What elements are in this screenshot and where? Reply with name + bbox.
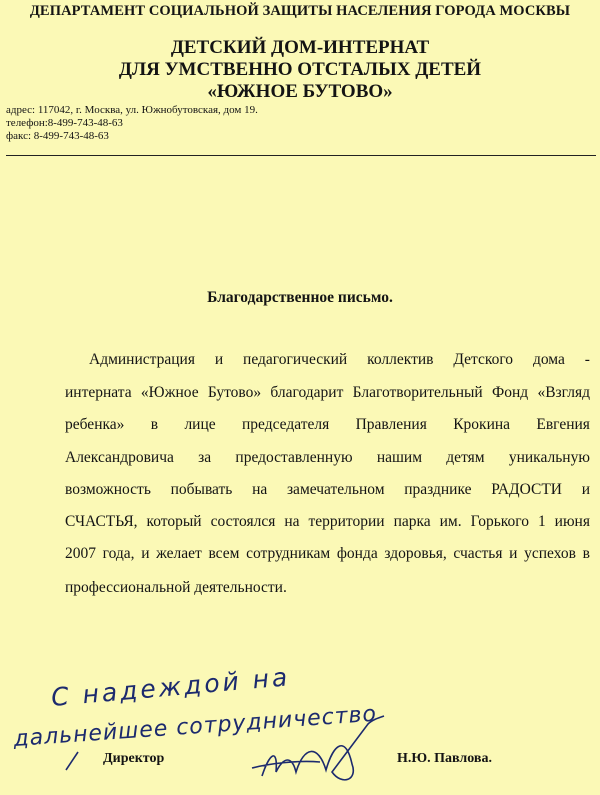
body-word: и xyxy=(509,545,518,562)
body-word: замечательном xyxy=(286,481,385,498)
body-word: на xyxy=(252,481,268,498)
body-word: им. xyxy=(439,513,462,530)
body-word: состоялся xyxy=(210,513,276,530)
body-word: дома xyxy=(532,351,565,368)
body-word: РАДОСТИ xyxy=(491,481,562,498)
letter-heading: Благодарственное письмо. xyxy=(207,289,393,306)
body-word: года, xyxy=(102,545,135,562)
body-word: ребенка» xyxy=(65,416,125,433)
body-word: побывать xyxy=(170,481,233,498)
body-word: счастья xyxy=(453,545,503,562)
body-word: июня xyxy=(554,513,590,530)
body-word: предоставленную xyxy=(235,449,353,466)
body-word: лице xyxy=(184,416,216,433)
body-word: и xyxy=(214,351,224,368)
signatory-name: Н.Ю. Павлова. xyxy=(397,751,492,766)
body-word: «Южное xyxy=(140,384,199,401)
body-word: на xyxy=(284,513,300,530)
body-word: Бутово» xyxy=(207,384,262,401)
address-line: адрес: 117042, г. Москва, ул. Южнобутовская, дом 19. xyxy=(6,104,258,116)
body-word: «Взгляд xyxy=(537,384,590,401)
body-word: Фонд xyxy=(492,384,529,401)
body-word: всем xyxy=(208,545,240,562)
body-word: Детского xyxy=(453,351,514,368)
department-name: ДЕПАРТАМЕНТ СОЦИАЛЬНОЙ ЗАЩИТЫ НАСЕЛЕНИЯ ГОРОДА МОСКВЫ xyxy=(29,3,571,19)
body-word: педагогический xyxy=(243,351,348,368)
body-word: празднике xyxy=(404,481,472,498)
handwritten-line-2: дальнейшее сотрудничество xyxy=(12,701,378,752)
body-word: 2007 xyxy=(65,545,96,562)
body-word: Правления xyxy=(355,416,427,433)
body-word: желает xyxy=(156,545,202,562)
fax-line: факс: 8-499-743-48-63 xyxy=(6,130,109,142)
body-word: - xyxy=(584,351,590,368)
body-word: и xyxy=(581,481,590,498)
org-title-line-2: ДЛЯ УМСТВЕННО ОТСТАЛЫХ ДЕТЕЙ xyxy=(118,59,482,80)
body-word: председателя xyxy=(242,416,330,433)
body-word: интерната xyxy=(65,384,132,401)
body-word: Александровича xyxy=(65,449,174,466)
body-word: парка xyxy=(393,513,431,530)
body-word: который xyxy=(146,513,202,530)
handwritten-underline-mark xyxy=(66,752,78,770)
body-word: нашим xyxy=(376,449,423,466)
body-word: фонда xyxy=(336,545,378,562)
org-title-line-3: «ЮЖНОЕ БУТОВО» xyxy=(207,81,393,102)
body-word: в xyxy=(582,545,590,562)
body-word: и xyxy=(141,545,150,562)
body-word: территории xyxy=(308,513,385,530)
body-line-8: профессиональной деятельности. xyxy=(65,579,287,596)
body-word: 1 xyxy=(537,513,546,530)
body-word: благодарит xyxy=(270,384,344,401)
body-word: Горького xyxy=(470,513,529,530)
body-word: коллектив xyxy=(367,351,434,368)
body-word: здоровья, xyxy=(384,545,447,562)
body-word: успехов xyxy=(524,545,576,562)
org-title-line-1: ДЕТСКИЙ ДОМ-ИНТЕРНАТ xyxy=(170,37,430,58)
body-word: Администрация xyxy=(89,351,195,368)
body-word: СЧАСТЬЯ, xyxy=(65,513,138,530)
body-word: Благотворительный xyxy=(352,384,483,401)
body-word: за xyxy=(198,449,212,466)
body-word: в xyxy=(150,416,159,433)
phone-line: телефон:8-499-743-48-63 xyxy=(6,117,123,129)
body-word: Евгения xyxy=(536,416,590,433)
body-word: уникальную xyxy=(508,449,590,466)
handwritten-line-1: С надеждой на xyxy=(49,662,292,712)
body-word: детям xyxy=(446,449,485,466)
body-word: сотрудникам xyxy=(246,545,331,562)
body-word: Крокина xyxy=(453,416,511,433)
signatory-position: Директор xyxy=(103,751,165,766)
body-word: возможность xyxy=(65,481,151,498)
